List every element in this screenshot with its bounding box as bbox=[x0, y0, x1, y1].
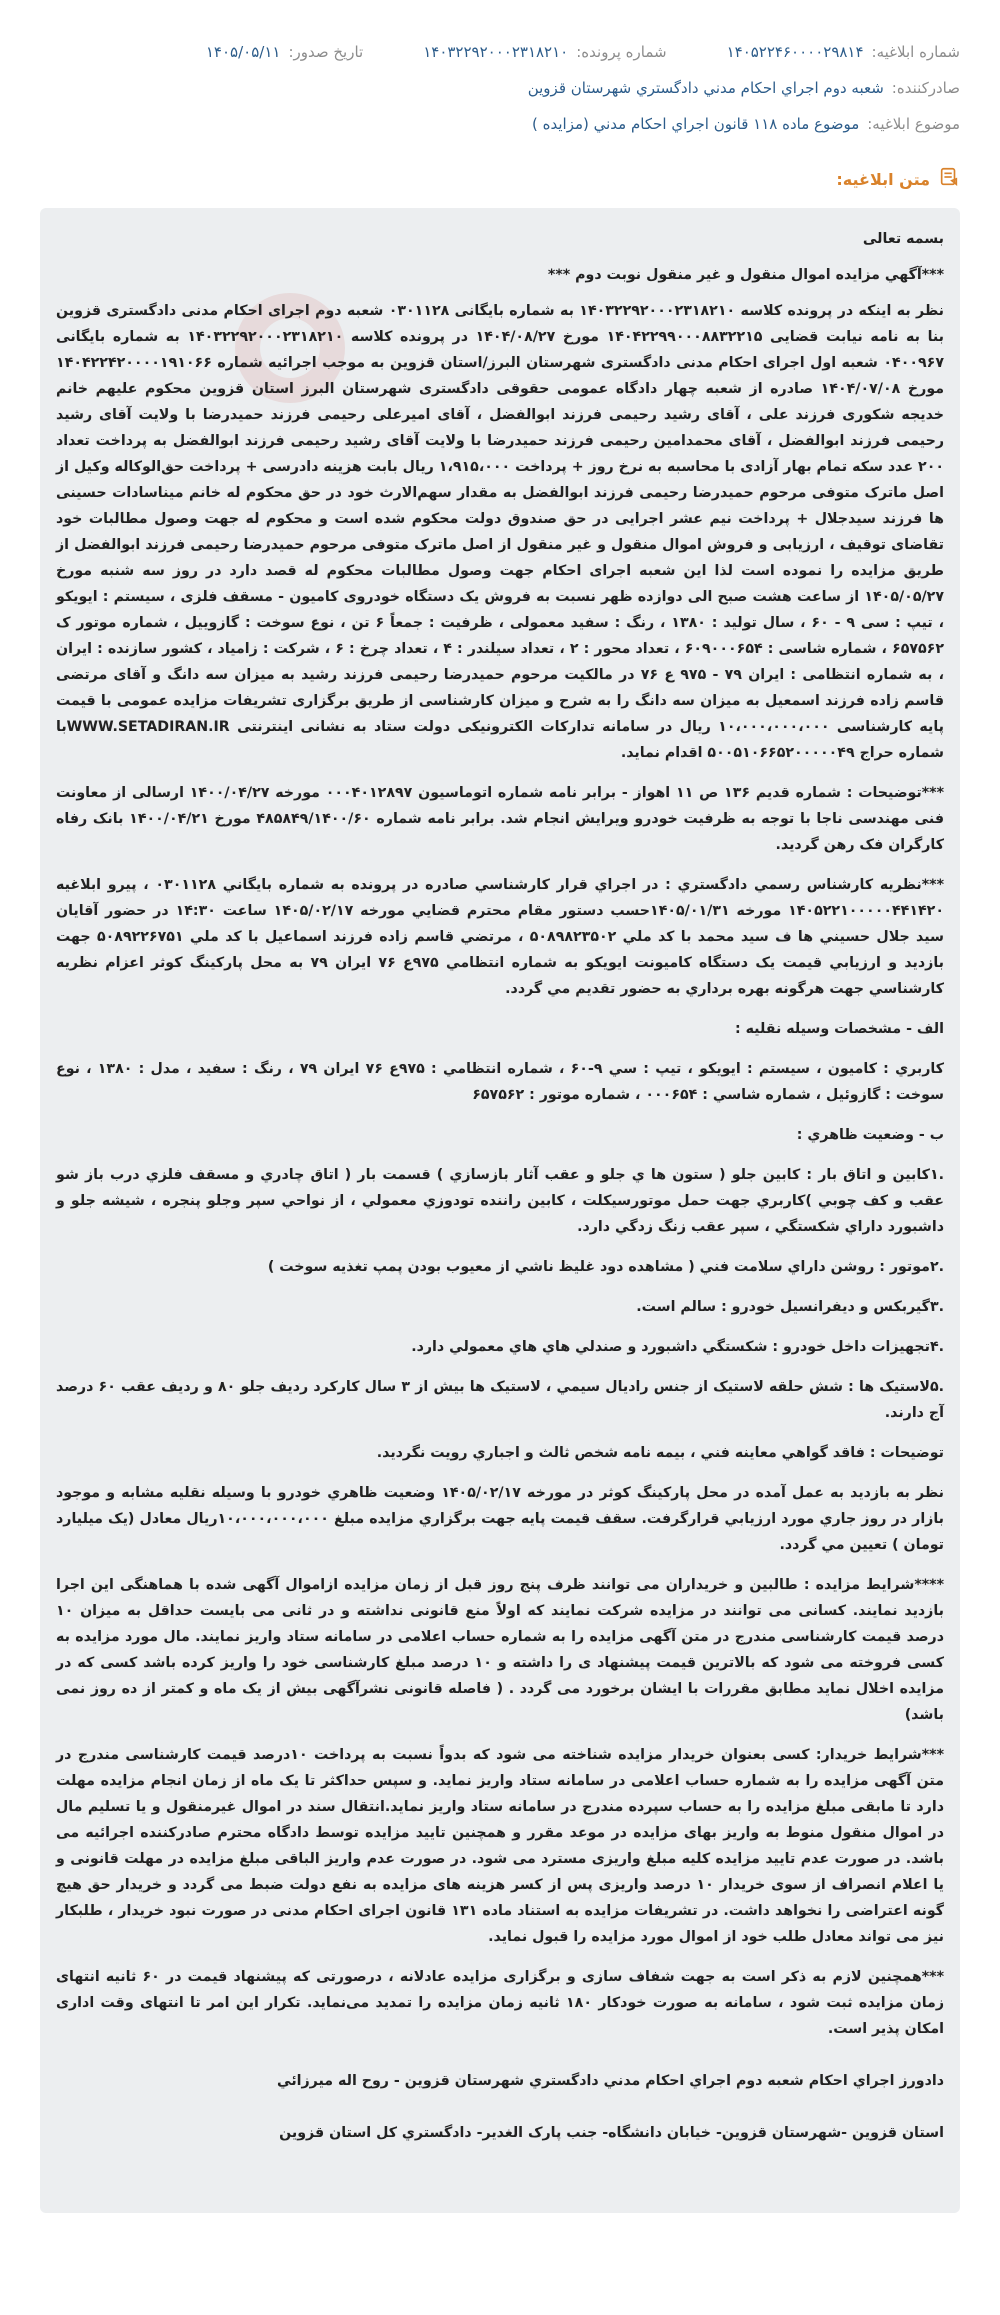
paragraph-cabin: .۱کابين و اتاق بار : کابين جلو ( ستون ها ي جلو و عقب آثار بازسازي ) قسمت بار ( اتاق چادري و مسقف فلزي درب باز شو عقب و کف چوبي )کاربري جهت حمل موتورسيکلت ، کابين راننده تودوزي معمولي ، از نواحي سپر وجلو پنجره ، شيشه جلو و داشبورد داراي شکستگي ، سپر عقب زنگ زدگي دارد. bbox=[56, 1167, 944, 1235]
paragraph-remarks: توضيحات : فاقد گواهي معاينه فني ، بيمه نامه شخص ثالث و اجباري رويت نگرديد. bbox=[376, 1445, 944, 1461]
notice-text-title: متن ابلاغيه: bbox=[836, 169, 930, 189]
case-number-value: ۱۴۰۳۲۲۹۲۰۰۰۲۳۱۸۲۱۰ bbox=[423, 43, 569, 61]
notice-number bbox=[727, 40, 960, 64]
issue-date-value: ۱۴۰۵/۰۵/۱۱ bbox=[205, 43, 281, 61]
issuer-value: شعبه دوم اجراي احکام مدني دادگستري شهرستان قزوين bbox=[527, 79, 884, 97]
paragraph-bismillah: بسمه تعالی bbox=[862, 231, 944, 247]
notice-meta bbox=[0, 0, 1000, 136]
notice-document-icon bbox=[938, 166, 960, 192]
subject-value: موضوع ماده ۱۱۸ قانون اجراي احکام مدني (مزايده ) bbox=[532, 115, 860, 133]
paragraph-address: استان قزوين -شهرستان قزوين- خيابان دانشگاه- جنب پارک الغدير- دادگستري کل استان قزوين bbox=[279, 2125, 944, 2141]
paragraph-interior: .۴تجهيزات داخل خودرو : شکستگي داشبورد و صندلي هاي هاي معمولي دارد. bbox=[411, 1339, 944, 1355]
notice-body bbox=[40, 208, 960, 2213]
subject-label: موضوع ابلاغيه: bbox=[867, 115, 960, 133]
issuer bbox=[528, 76, 960, 100]
meta-row-issuer bbox=[40, 76, 960, 100]
meta-row-numbers bbox=[40, 40, 960, 64]
issue-date-label: تاريخ صدور: bbox=[288, 43, 364, 61]
paragraph-engine: .۲موتور : روشن داراي سلامت فني ( مشاهده دود غليظ ناشي از معيوب بودن پمپ تغذيه سوخت ) bbox=[267, 1259, 944, 1275]
paragraph-expert-opinion: ***نظريه کارشناس رسمي دادگستري : در اجراي قرار کارشناسي صادره در پرونده به شماره بايگاني ۰۳۰۱۱۲۸ ، پيرو ابلاغيه ۱۴۰۵۲۲۱۰۰۰۰۰۴۴۱۴۲۰ مورخه ۱۴۰۵/۰۱/۳۱حسب دستور مقام محترم قضايي مورخه ۱۴۰۵/۰۲/۱۷ ساعت ۱۴:۳۰ در حضور آقايان سيد جلال حسيني ها ف سيد محمد با کد ملي ۵۰۸۹۸۲۳۵۰۲ ، مرتضي قاسم زاده فرزند اسماعيل با کد ملي ۵۰۸۹۲۲۶۷۵۱ جهت بازديد و ارزيابي قيمت يک دستگاه کاميونت ايويکو به شماره انتظامي ۹۷۵ع ۷۶ ايران ۷۹ به محل پارکينگ کوثر اعزام نظريه کارشناسي جهت هرگونه بهره برداري به حضور تقديم مي گردد. bbox=[56, 877, 944, 997]
paragraph-vehicle-specs-heading: الف - مشخصات وسيله نقليه : bbox=[734, 1021, 944, 1037]
subject bbox=[532, 112, 960, 136]
notice-text-heading bbox=[40, 166, 960, 192]
paragraph-valuation: نظر به بازديد به عمل آمده در محل پارکينگ کوثر در مورخه ۱۴۰۵/۰۲/۱۷ وضعيت ظاهري خودرو با وسيله نقليه مشابه و موجود بازار در روز جاري مورد ارزيابي قرارگرفت. سقف قيمت پايه جهت برگزاري مزايده مبلغ ۱۰،۰۰۰،۰۰۰،۰۰۰ريال معادل (يک ميليارد تومان ) تعيين مي گردد. bbox=[56, 1485, 945, 1553]
paragraph-time-extension: ***همچنین لازم به ذکر است به جهت شفاف سازی و برگزاری مزایده عادلانه ، درصورتی که پیشنهاد قیمت در ۶۰ ثانیه انتهای زمان مزایده ثبت شود ، سامانه به صورت خودکار ۱۸۰ ثانیه زمان مزایده را تمدید می‌نماید. تکرار این امر تا انتهای وقت اداری امکان پذیر است. bbox=[56, 1969, 945, 2037]
paragraph-vehicle-specs: کاربري : کاميون ، سيستم : ايويکو ، تيپ : سي ۹-۶۰ ، شماره انتظامي : ۹۷۵ع ۷۶ ايران ۷۹ ، رنگ : سفيد ، مدل : ۱۳۸۰ ، نوع سوخت : گازوئيل ، شماره شاسي : ۰۰۰۶۵۴ ، شماره موتور : ۶۵۷۵۶۲ bbox=[56, 1061, 944, 1103]
notice-number-label: شماره ابلاغيه: bbox=[871, 43, 960, 61]
paragraph-tires: .۵لاستيک ها : شش حلقه لاستيک از جنس راديال سيمي ، لاستيک ها بيش از ۳ سال کارکرد رديف جلو ۸۰ و رديف عقب ۶۰ درصد آج دارند. bbox=[56, 1379, 944, 1421]
paragraph-gearbox: .۳گيربکس و ديفرانسيل خودرو : سالم است. bbox=[636, 1299, 944, 1315]
issuer-label: صادرکننده: bbox=[891, 79, 960, 97]
case-number-label: شماره پرونده: bbox=[576, 43, 667, 61]
paragraph-signature: دادورز اجراي احکام شعبه دوم اجراي احکام مدني دادگستري شهرستان قزوين - روح اله ميرزائي bbox=[276, 2073, 944, 2089]
paragraph-buyer-conditions: ***شرایط خریدار: کسی بعنوان خریدار مزایده شناخته می شود که بدواً نسبت به پرداخت ۱۰درصد قیمت کارشناسی مندرج در متن آگهی مزایده را به شماره حساب اعلامی در سامانه ستاد واریز نماید. و سپس حداکثر تا یک ماه از زمان انجام مزایده مهلت دارد تا مابقی مبلغ مزایده را به حساب سپرده مندرج در سامانه ستاد واریز نماید.انتقال سند در اموال غیرمنقول و یا تسلیم مال در اموال منقول منوط به واریز بهای مزایده در موعد مقرر و همچنین تایید مزایده توسط دادگاه محترم صادرکننده اجرائیه می باشد. در صورت عدم تایید مزایده کلیه مبلغ واریزی مسترد می شود. در صورت عدم واریز الباقی مبلغ مزایده در مهلت قانونی و یا اعلام انصراف از سوی خریدار ۱۰ درصد واریزی پس از کسر هزینه های مزایده به نفع دولت ضبط می گردد و خریدار حق هیچ گونه اعتراضی را نخواهد داشت. در تشریفات مزایده به استناد ماده ۱۳۱ قانون اجرای احکام مدنی در صورت نبود خریدار ، طلبکار نیز می تواند معادل طلب خود از اموال مورد مزایده را قبول نماید. bbox=[56, 1747, 945, 1945]
paragraph-notes: ***توضیحات : شماره قدیم ۱۳۶ ص ۱۱ اهواز - برابر نامه شماره اتوماسیون ۰۰۰۴۰۱۲۸۹۷ مورخه ۱۴۰۰/۰۴/۲۷ ارسالی از معاونت فنی مهندسی ناجا با توجه به ظرفیت خودرو ویرایش انجام شد. برابر نامه شماره ۴۸۵۸۴۹/۱۴۰۰/۶۰ مورخ ۱۴۰۰/۰۴/۲۱ بانک رفاه کارگران فک رهن گردید. bbox=[56, 785, 945, 853]
notice-number-value: ۱۴۰۵۲۲۴۶۰۰۰۰۲۹۸۱۴ bbox=[726, 43, 864, 61]
meta-row-subject bbox=[40, 112, 960, 136]
issue-date bbox=[206, 40, 363, 64]
paragraph-auction-conditions: ****شرایط مزایده : طالبین و خریداران می توانند ظرف پنج روز قبل از زمان مزایده ازاموال آگهی شده با هماهنگی این اجرا بازدید نمایند. کسانی می توانند در مزایده شرکت نمایند که اولاً منع قانونی نداشته و در ثانی می بایست حداقل به میزان ۱۰ درصد قیمت کارشناسی مندرج در متن آگهی مزایده را به شماره حساب اعلامی در سامانه ستاد واریز نمایند. مال مورد مزایده به کسی فروخته می شود که بالاترین قیمت پیشنهاد ی را داشته و ۱۰ درصد مبلغ کارشناسی خود را واریز کرده باشد کسی که در مزایده اخلال نماید مطابق مقررات با ایشان برخورد می گردد . ( فاصله قانونی نشرآگهی بیش از یک ماه و کمتر از ده روز نمی باشد) bbox=[56, 1577, 944, 1723]
paragraph-main: نظر به اینکه در پرونده کلاسه ۱۴۰۳۲۲۹۲۰۰۰۲۳۱۸۲۱۰ به شماره بایگانی ۰۳۰۱۱۲۸ شعبه دوم اجرای احکام مدنی دادگستری قزوین بنا به نامه نیابت قضایی ۱۴۰۴۲۲۹۹۰۰۰۸۸۳۲۲۱۵ مورخ ۱۴۰۴/۰۸/۲۷ در پرونده کلاسه ۱۴۰۳۲۲۹۲۰۰۰۲۳۱۸۲۱۰ به شماره بایگانی ۰۴۰۰۹۶۷ شعبه اول اجرای احکام مدنی دادگستری شهرستان البرز/استان قزوین به موجب اجرائیه شماره ۱۴۰۴۲۲۴۲۰۰۰۰۱۹۱۰۶۶ مورخ ۱۴۰۴/۰۷/۰۸ صادره از شعبه چهار دادگاه عمومی حقوقی دادگستری شهرستان البرز استان قزوین محکوم علیهم خانم خدیجه شکوری فرزند علی ، آقای رشید رحیمی فرزند ابوالفضل ، آقای امیرعلی رحیمی فرزند حمیدرضا با ولایت آقای رشید رحیمی فرزند ابوالفضل ، آقای محمدامین رحیمی فرزند حمیدرضا با ولایت آقای رشید رحیمی فرزند ابوالفضل به پرداخت تعداد ۲۰۰ عدد سکه تمام بهار آزادی با محاسبه به نرخ روز + پرداخت ۱،۹۱۵،۰۰۰ ریال بابت هزینه دادرسی + پرداخت حق‌الوکاله وکیل از اصل ماترک متوفی مرحوم حمیدرضا رحیمی فرزند ابوالفضل به مقدار سهم‌الارث خود در حق محکوم له خانم میناسادات حسینی ها فرزند سیدجلال + پرداخت نیم عشر اجرایی در حق صندوق دولت محکوم شده است و محکوم له جهت وصول مطالبات خود تقاضای توقیف ، ارزیابی و فروش اموال منقول و غیر منقول از اصل ماترک متوفی مرحوم حمیدرضا رحیمی فرزند ابوالفضل از طریق مزایده را نموده است لذا این شعبه اجرای احکام جهت وصول مطالبات محکوم له قصد دارد در روز سه شنبه مورخ ۱۴۰۵/۰۵/۲۷ از ساعت هشت صبح الی دوازده ظهر نسبت به فروش یک دستگاه خودروی کامیون - مسقف فلزی ، سیستم : ایویکو ، تیپ : سی ۹ - ۶۰ ، سال تولید : ۱۳۸۰ ، رنگ : سفید معمولی ، ظرفیت : جمعاً ۶ تن ، نوع سوخت : گازوییل ، شماره موتور ک ۶۵۷۵۶۲ ، شماره شاسی : ۶۰۹۰۰۰۶۵۴ ، تعداد محور : ۲ ، تعداد سیلندر : ۴ ، تعداد چرخ : ۶ ، شرکت : زامیاد ، کشور سازنده : ایران ، به شماره انتظامی : ایران ۷۹ - ۹۷۵ ع ۷۶ در مالکیت مرحوم حمیدرضا رحیمی فرزند رشید به میزان سه دانگ و آقای مرتضی قاسم زاده فرزند اسمعیل به میزان سه دانگ را به شرح و میزان کارشناسی از طریق برگزاری تشریفات مزایده عمومی با قیمت پایه کارشناسی ۱۰،۰۰۰،۰۰۰،۰۰۰ ریال در سامانه تدارکات الکترونیکی دولت ستاد به نشانی اینترنتی WWW.SETADIRAN.IRبا شماره حراج ۵۰۰۵۱۰۶۶۵۲۰۰۰۰۰۴۹ اقدام نماید. bbox=[56, 303, 945, 761]
case-number bbox=[423, 40, 666, 64]
paragraph-appearance-heading: ب - وضعيت ظاهري : bbox=[796, 1127, 944, 1143]
paragraph-auction-title: ***آگهي مزايده اموال منقول و غير منقول نوبت دوم *** bbox=[547, 267, 944, 283]
